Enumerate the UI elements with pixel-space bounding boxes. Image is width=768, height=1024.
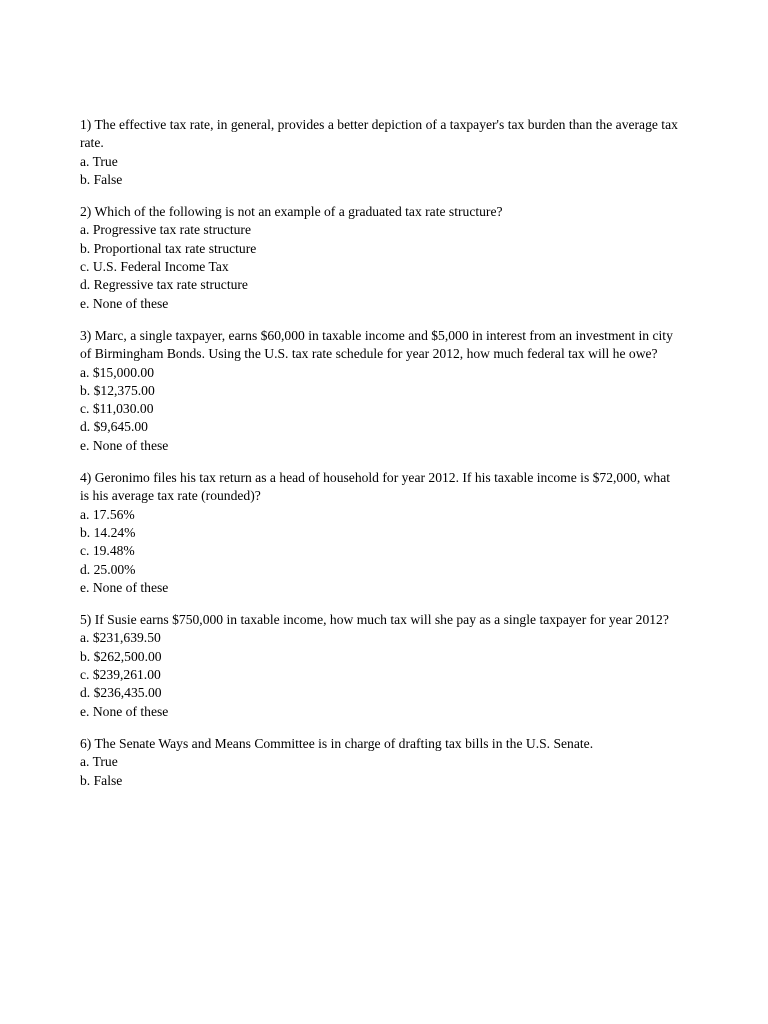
question-text: 1) The effective tax rate, in general, provides a better depiction of a taxpayer's tax burden than the average tax rate. bbox=[80, 117, 678, 151]
question-text: 2) Which of the following is not an example of a graduated tax rate structure? bbox=[80, 204, 503, 220]
answer-choice: a. True bbox=[80, 153, 118, 169]
question-text: 5) If Susie earns $750,000 in taxable income, how much tax will she pay as a single taxpayer for year 2012? bbox=[80, 612, 669, 628]
question-3 bbox=[80, 327, 680, 455]
answer-choices bbox=[80, 506, 680, 597]
answer-choice: c. 19.48% bbox=[80, 543, 135, 559]
answer-choice: c. U.S. Federal Income Tax bbox=[80, 259, 229, 275]
answer-choices bbox=[80, 364, 680, 455]
answer-choice: a. $231,639.50 bbox=[80, 630, 161, 646]
answer-choice: b. False bbox=[80, 171, 123, 187]
answer-choices bbox=[80, 629, 680, 720]
answer-choice: b. False bbox=[80, 772, 123, 788]
answer-choice: d. $9,645.00 bbox=[80, 419, 148, 435]
answer-choice: b. $12,375.00 bbox=[80, 382, 155, 398]
answer-choice: d. Regressive tax rate structure bbox=[80, 277, 248, 293]
question-text: 4) Geronimo files his tax return as a head of household for year 2012. If his taxable income is $72,000, what is his average tax rate (rounded)? bbox=[80, 470, 671, 504]
answer-choice: a. Progressive tax rate structure bbox=[80, 222, 251, 238]
answer-choice: b. $262,500.00 bbox=[80, 648, 162, 664]
answer-choice: d. 25.00% bbox=[80, 561, 136, 577]
question-2 bbox=[80, 203, 680, 313]
answer-choice: a. $15,000.00 bbox=[80, 364, 155, 380]
answer-choice: b. 14.24% bbox=[80, 524, 136, 540]
question-4 bbox=[80, 469, 680, 597]
answer-choice: c. $11,030.00 bbox=[80, 401, 154, 417]
answer-choice: a. 17.56% bbox=[80, 506, 135, 522]
answer-choice: d. $236,435.00 bbox=[80, 685, 162, 701]
question-list bbox=[80, 116, 680, 804]
question-5 bbox=[80, 611, 680, 721]
question-text: 6) The Senate Ways and Means Committee is in charge of drafting tax bills in the U.S. Senate. bbox=[80, 735, 594, 751]
answer-choice: c. $239,261.00 bbox=[80, 667, 161, 683]
question-text: 3) Marc, a single taxpayer, earns $60,000 in taxable income and $5,000 in interest from an investment in city of Birmingham Bonds. Using the U.S. tax rate schedule for year 2012, how much federal tax will he owe? bbox=[80, 327, 673, 362]
answer-choice: b. Proportional tax rate structure bbox=[80, 240, 257, 256]
answer-choice: e. None of these bbox=[80, 295, 169, 311]
question-1 bbox=[80, 116, 680, 189]
answer-choice: e. None of these bbox=[80, 703, 169, 719]
answer-choices bbox=[80, 753, 680, 790]
answer-choice: e. None of these bbox=[80, 437, 169, 453]
answer-choice: e. None of these bbox=[80, 579, 169, 595]
question-6 bbox=[80, 735, 680, 790]
answer-choice: a. True bbox=[80, 754, 118, 770]
answer-choices bbox=[80, 153, 680, 190]
answer-choices bbox=[80, 221, 680, 312]
